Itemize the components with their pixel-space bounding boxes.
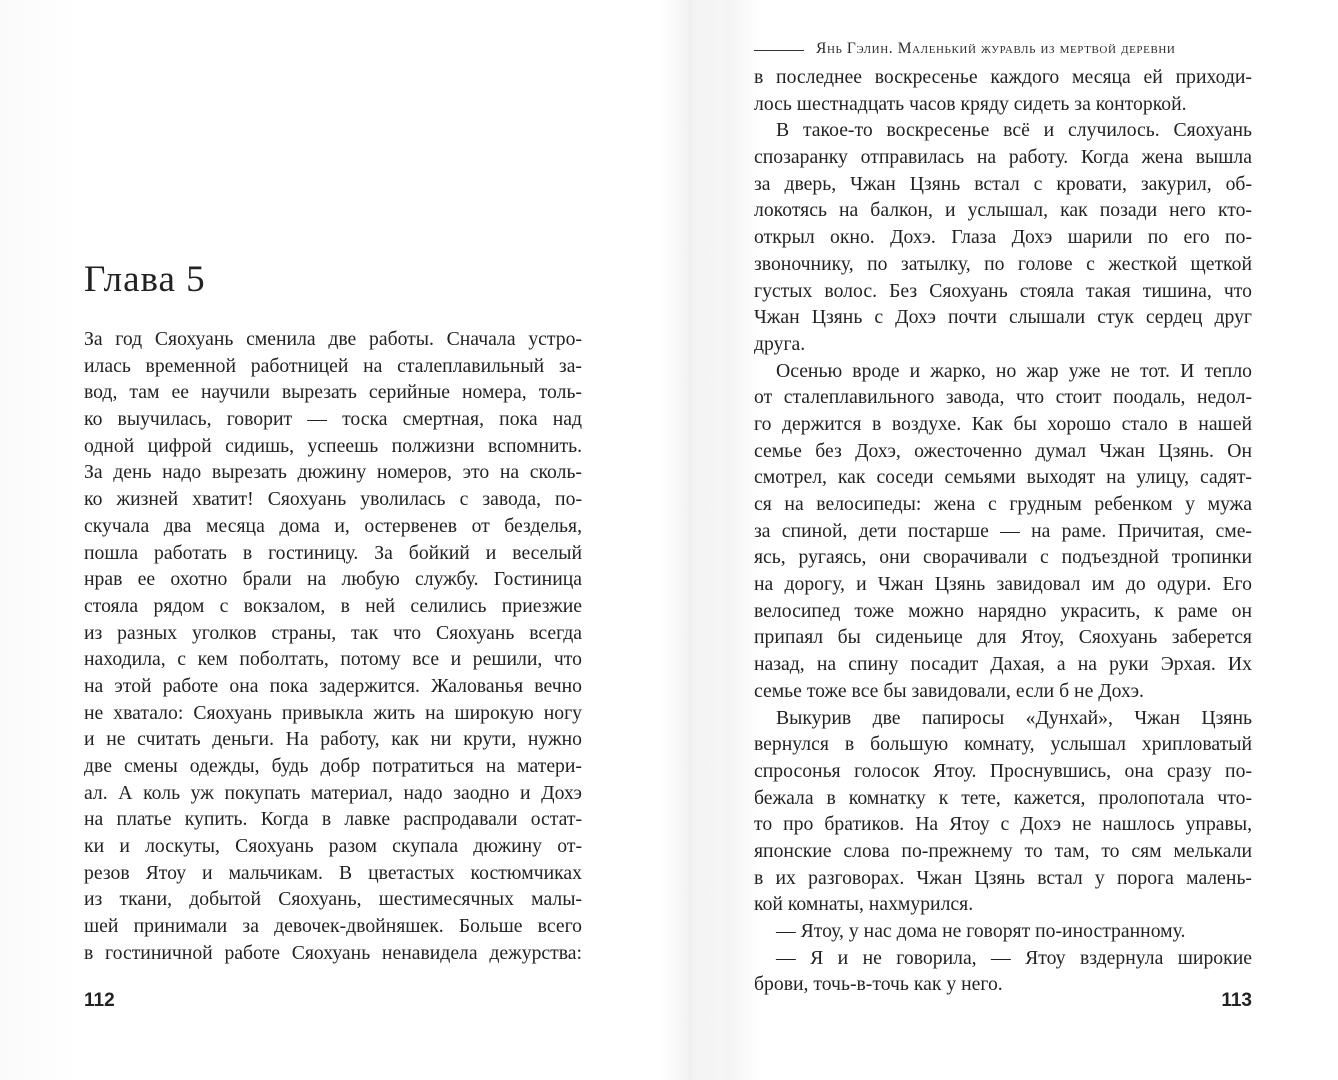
left-page [84,0,582,1080]
text-line: семье без Дохэ, ожесточенно думал Чжан Цзянь. Он [754,439,1252,462]
text-line: припаял бы сиденьице для Ятоу, Сяохуань заберется [754,626,1252,649]
text-line: на этой работе она пока задержится. Жалованья вечно [84,674,582,697]
text-line: открыл окно. Дохэ. Глаза Дохэ шарили по его по- [754,226,1252,249]
text-line: в гостиничной работе Сяохуань ненавидела дежурства: [84,941,582,964]
text-line: не хватало: Сяохуань привыкла жить на широкую ногу [84,701,582,724]
text-line: брови, точь-в-точь как у него. [754,973,1003,996]
text-line: резов Ятоу и мальчикам. В цветастых костюмчиках [84,861,582,884]
text-line: смотрел, как соседи семьями выходят на улицу, садят- [754,466,1252,489]
text-line: За год Сяохуань сменила две работы. Сначала устро- [84,328,582,350]
text-line: две смены одежды, будь добр потратиться на матери- [84,755,582,777]
text-line: вод, там ее научили вырезать серийные номера, толь- [84,381,582,404]
text-line: велосипед тоже можно нарядно украсить, к раме он [754,599,1252,622]
text-line: на платье купить. Когда в лавке распродавали остат- [84,808,582,831]
text-line: бежала в комнатку к тете, кажется, пролопотала что- [754,786,1252,809]
text-line: кой комнаты, нахмурился. [754,893,974,916]
text-line: и не считать деньги. На работу, как ни крути, нужно [84,728,582,751]
text-line: семье тоже все бы завидовали, если б не Дохэ. [754,679,1144,702]
text-line: то про братиков. На Ятоу с Дохэ не нашлось управы, [754,813,1252,836]
text-line: из ткани, добытой Сяохуань, шестимесячных малы- [84,888,582,911]
text-line: в их разговорах. Чжан Цзянь встал у порога малень- [754,866,1252,889]
text-line: назад, на спину посадит Дахая, а на руки Эрхая. Их [754,653,1252,676]
book-gutter [660,0,720,1080]
text-line: ко жизней хватит! Сяохуань уволилась с завода, по- [84,488,582,511]
text-line: В такое-то воскресенье всё и случилось. Сяохуань [776,119,1252,142]
text-line: густых волос. Без Сяохуань стояла такая тишина, что [754,279,1252,302]
text-line: Выкурив две папиросы «Дунхай», Чжан Цзянь [776,706,1252,729]
text-line: Осенью вроде и жарко, но жар уже не тот. И тепло [776,359,1252,382]
text-line: из разных уголков страны, так что Сяохуань всегда [84,621,582,644]
text-line: спросонья голосок Ятоу. Проснувшись, она сразу по- [754,759,1252,782]
text-line: пошла работать в гостиницу. За бойкий и веселый [84,541,582,564]
text-line: ся на велосипеды: жена с грудным ребенком у мужа [754,493,1252,515]
text-line: за дверь, Чжан Цзянь встал с кровати, закурил, об- [754,172,1252,195]
right-page [754,0,1252,1080]
text-line: — Я и не говорила, — Ятоу вздернула широкие [776,946,1252,969]
text-line: одной цифрой сидишь, успеешь полжизни вспомнить. [84,434,582,457]
running-head-rule [754,50,804,51]
page-number-right: 113 [1221,990,1252,1011]
text-line: звоночнику, по затылку, по голове с жесткой щеткой [754,252,1252,275]
running-head-text: Янь Гэлин. Маленький журавль из мертвой деревни [816,40,1176,57]
page-number-left: 112 [84,990,115,1011]
text-line: — Ятоу, у нас дома не говорят по-иностранному. [776,920,1186,942]
text-line: ко выучилась, говорит — тоска смертная, пока над [84,408,582,431]
text-line: стояла рядом с вокзалом, в ней селились приезжие [84,594,582,617]
text-line: друга. [754,332,806,355]
text-line: лось шестнадцать часов кряду сидеть за конторкой. [754,92,1187,115]
text-line: Чжан Цзянь с Дохэ почти слышали стук сердец друг [754,306,1252,329]
text-line: скучала два месяца дома и, остервенев от безделья, [84,514,582,537]
right-page-text [754,64,1252,998]
text-line: японские слова по-прежнему то там, то сям мелькали [754,839,1252,862]
text-line: ясь, ругаясь, они сворачивали с подъездной тропинки [754,546,1252,569]
text-line: на дорогу, и Чжан Цзянь завидовал им до одури. Его [754,573,1252,596]
text-line: в последнее воскресенье каждого месяца ей приходи- [754,66,1252,88]
text-line: шей принимали за девочек-двойняшек. Больше всего [84,915,582,938]
left-page-text [84,326,582,967]
text-line: го держится в воздухе. Как бы хорошо стало в нашей [754,412,1252,435]
text-line: локотясь на балкон, и услышал, как позади него кто- [754,199,1252,222]
text-line: ки и лоскуты, Сяохуань разом скупала дюжину от- [84,835,582,858]
text-line: илась временной работницей на сталеплавильный за- [84,354,582,377]
text-line: нрав ее охотно брали на любую службу. Гостиница [84,568,582,591]
text-line: за спиной, дети постарше — на раме. Причитая, сме- [754,519,1252,542]
text-line: За день надо вырезать дюжину номеров, это на сколь- [84,461,582,484]
running-head [754,30,1252,58]
text-line: ал. А коль уж покупать материал, надо заодно и Дохэ [84,781,582,804]
text-line: вернулся в большую комнату, услышал хрипловатый [754,733,1252,756]
chapter-title: Глава 5 [84,259,206,300]
text-line: спозаранку отправилась на работу. Когда жена вышла [754,146,1252,169]
text-line: от сталеплавильного завода, что стоит поодаль, недол- [754,386,1252,409]
text-line: находила, с кем поболтать, потому все и решили, что [84,648,582,671]
